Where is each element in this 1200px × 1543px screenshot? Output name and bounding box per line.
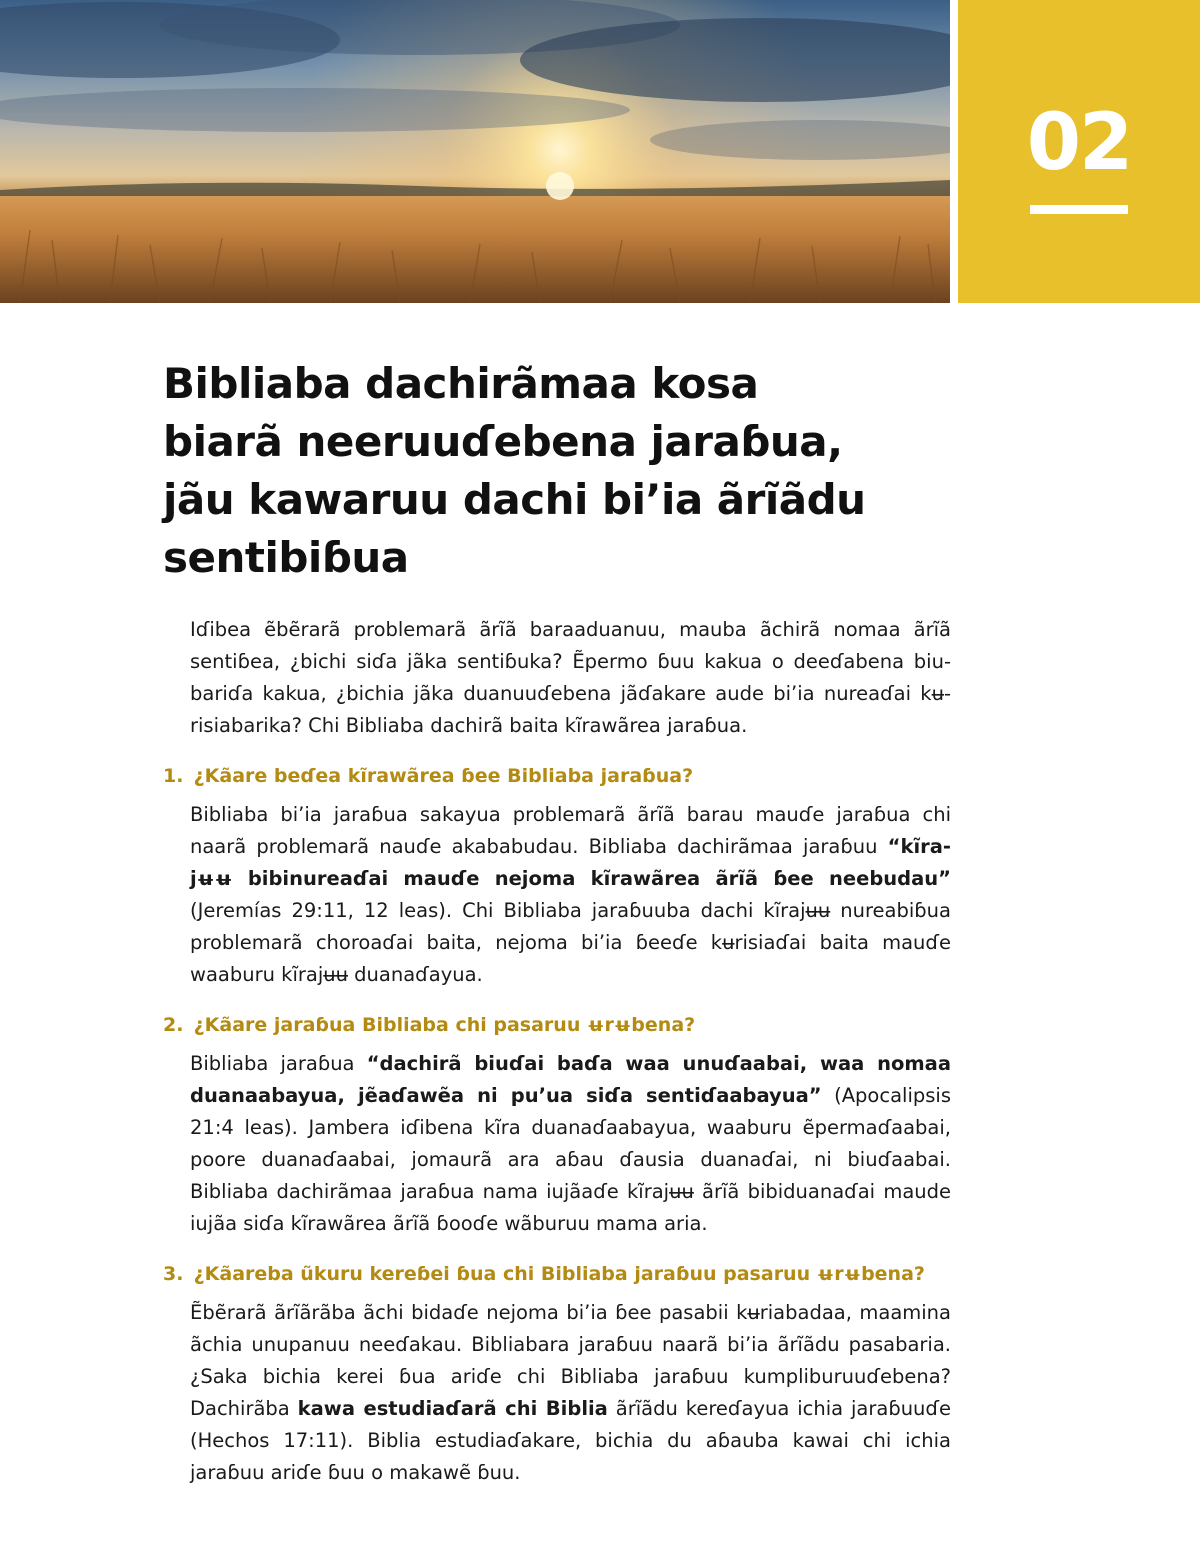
intro-paragraph: Iɗibea ẽbẽrarã problemarã ãrĩã baraaduanuu, mauba ãchirã nomaa ãrĩã sentiɓea, ¿bichi siɗa jãka sentiɓuka? Ẽpermo ɓuu kakua o deeɗabena biubariɗa kakua, ¿bichia jãka duanuuɗebena jãɗakare aude bi’ia nureaɗai kʉrisiabarika? Chi Bibliaba dachirã baita kĩrawãrea jaraɓua.	[190, 618, 951, 737]
question-heading-1	[163, 762, 951, 790]
chapter-underline	[1030, 205, 1128, 214]
answer-text: Ẽbẽrarã ãrĩãrãba ãchi bidaɗe nejoma bi’ia ɓee pasabii kʉriabadaa, maamina ãchia unupanuu neeɗakau. Bibliabara jaraɓuu naarã bi’ia ãrĩãdu pasabaria. ¿Saka bichia kerei ɓua ariɗe chi Bibliaba jaraɓuu kumpliburuuɗebena? Dachirãba	[190, 1301, 951, 1420]
hero-image	[0, 0, 950, 303]
question-number: 2.	[163, 1014, 184, 1036]
wheat-field-sunset-illustration	[0, 0, 950, 303]
answer-text: ãrĩãdu kereɗayua ichia jaraɓuuɗe (Hechos 17:11). Biblia estudiaɗakare, bichia du aɓauba kawai chi ichia jaraɓuu ariɗe ɓuu o makawẽ ɓuu.	[190, 1397, 951, 1484]
answer-paragraph-3	[190, 1297, 951, 1489]
answer-text: (Jeremías 29:11, 12 leas). Chi Bibliaba jaraɓuuba dachi kĩrajʉʉ nureabiɓua problemarã choroaɗai baita, nejoma bi’ia ɓeeɗe kʉrisiaɗai baita mauɗe waaburu kĩrajʉʉ duanaɗayua.	[190, 899, 951, 986]
title-line: Bibliaba dachirãmaa kosa	[163, 359, 759, 408]
emphasis-text: kawa estudiaɗarã chi Biblia	[297, 1397, 608, 1420]
question-text: ¿Kãare jaraɓua Bibliaba chi pasaruu ʉrʉbena?	[193, 1014, 696, 1036]
question-heading-2	[163, 1011, 951, 1039]
answer-text: Bibliaba bi’ia jaraɓua sakayua problemarã ãrĩã barau mauɗe jaraɓua chi naarã problemarã nauɗe akababudau. Bibliaba dachirãmaa jaraɓuu	[190, 803, 951, 858]
article-body	[163, 614, 951, 1489]
answer-text: (Apocalipsis 21:4 leas). Jambera iɗibena kĩra duanaɗaabayua, waaburu ẽpermaɗaabai, poore duanaɗaabai, jomaurã ara aɓau ɗausia duanaɗai, ni biuɗaabai. Bibliaba dachirãmaa jaraɓua nama iujãaɗe kĩrajʉʉ ãrĩã bibiduanaɗai maude iujãa siɗa kĩrawãrea ãrĩã ɓooɗe wãburuu mama aria.	[190, 1084, 951, 1235]
page-title	[163, 355, 923, 587]
title-line: jãu kawaruu dachi bi’ia ãrĩãdu	[163, 475, 866, 524]
question-number: 3.	[163, 1263, 184, 1285]
chapter-badge	[958, 0, 1200, 303]
answer-paragraph-1	[190, 799, 951, 991]
scripture-quote: “kĩrajʉʉ bibinureaɗai mauɗe nejoma kĩrawãrea ãrĩã ɓee neebudau”	[190, 835, 951, 890]
title-line: sentibiɓua	[163, 533, 409, 582]
answer-paragraph-2	[190, 1048, 951, 1240]
answer-text: Bibliaba jaraɓua	[190, 1052, 367, 1075]
question-number: 1.	[163, 765, 184, 787]
question-heading-3	[163, 1260, 951, 1288]
chapter-number: 02	[1026, 98, 1132, 188]
scripture-quote: “dachirã biuɗai baɗa waa unuɗaabai, waa nomaa duanaabayua, jẽaɗawẽa ni pu’ua siɗa sentiɗaabayua”	[190, 1052, 951, 1107]
title-line: biarã neeruuɗebena jaraɓua,	[163, 417, 843, 466]
question-text: ¿Kãare beɗea kĩrawãrea ɓee Bibliaba jaraɓua?	[193, 765, 694, 787]
question-text: ¿Kãareba ũkuru kereɓei ɓua chi Bibliaba jaraɓuu pasaruu ʉrʉbena?	[193, 1263, 925, 1285]
